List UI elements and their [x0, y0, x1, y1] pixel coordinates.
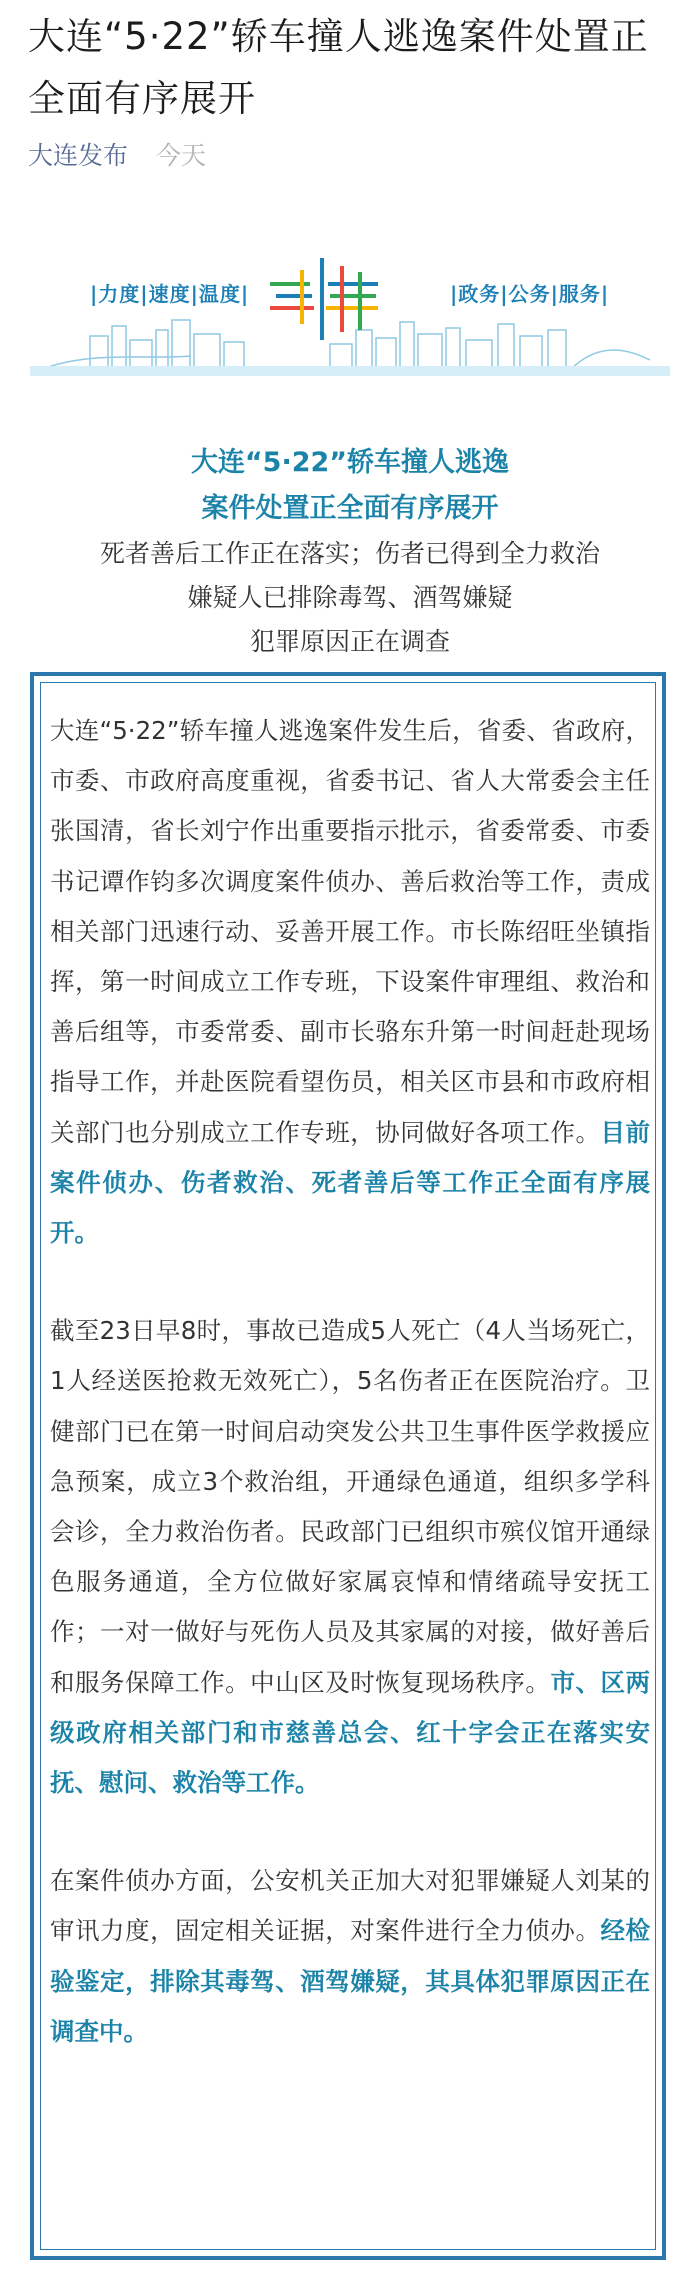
- headline-line-2: 案件处置正全面有序展开: [201, 493, 499, 524]
- headline-line-1: 大连“5·22”轿车撞人逃逸: [190, 447, 510, 478]
- paragraph-2-highlight: 市、区两级政府相关部门和市慈善总会、红十字会正在落实安抚、慰问、救治等工作。: [50, 1667, 651, 1798]
- paragraph-2-text: 截至23日早8时，事故已造成5人死亡（4人当场死亡，1人经送医抢救无效死亡），5名伤者正在医院治疗。卫健部门已在第一时间启动突发公共卫生事件医学救援应急预案，成立3个救治组，开通绿色通道，组织多学科会诊，全力救治伤者。民政部门已组织市殡仪馆开通绿色服务通道，全方位做好家属哀悼和情绪疏导安抚工作；一对一做好与死伤人员及其家属的对接，做好善后和服务保障工作。中山区及时恢复现场秩序。: [50, 1316, 650, 1697]
- banner-left-slogan: |力度|速度|温度|: [90, 282, 250, 306]
- headline-summary: [0, 532, 700, 664]
- headline: [0, 440, 700, 532]
- paragraph-2: [50, 1306, 650, 1808]
- article-title: 大连“5·22”轿车撞人逃逸案件处置正全面有序展开: [28, 15, 649, 120]
- summary-line-3: 犯罪原因正在调查: [249, 627, 450, 656]
- article-body: [50, 706, 650, 2057]
- paragraph-1-highlight: 目前案件侦办、伤者救治、死者善后等工作正全面有序展开。: [50, 1117, 651, 1248]
- paragraph-1-text: 大连“5·22”轿车撞人逃逸案件发生后，省委、省政府，市委、市政府高度重视，省委书记、省人大常委会主任张国清，省长刘宁作出重要指示批示，省委常委、市委书记谭作钧多次调度案件侦办、善后救治等工作，责成相关部门迅速行动、妥善开展工作。市长陈绍旺坐镇指挥，第一时间成立工作专班，下设案件审理组、救治和善后组等，市委常委、副市长骆东升第一时间赶赴现场指导工作，并赴医院看望伤员，相关区市县和市政府相关部门也分别成立工作专班，协同做好各项工作。: [50, 716, 650, 1147]
- header-banner: [30, 210, 670, 380]
- summary-line-2: 嫌疑人已排除毒驾、酒驾嫌疑: [187, 583, 513, 612]
- paragraph-3: [50, 1856, 650, 2057]
- banner-right-slogan: |政务|公务|服务|: [450, 282, 610, 306]
- account-name-link[interactable]: 大连发布: [28, 141, 129, 170]
- article-meta: [28, 136, 206, 172]
- paragraph-3-text: 在案件侦办方面，公安机关正加大对犯罪嫌疑人刘某的审讯力度，固定相关证据，对案件进行全力侦办。: [50, 1866, 650, 1946]
- paragraph-3-highlight: 经检验鉴定，排除其毒驾、酒驾嫌疑，其具体犯罪原因正在调查中。: [50, 1916, 651, 2046]
- summary-line-1: 死者善后工作正在落实；伤者已得到全力救治: [99, 539, 600, 568]
- paragraph-1: [50, 706, 650, 1258]
- lian-logo-icon: [270, 258, 378, 340]
- publish-date: 今天: [155, 141, 206, 170]
